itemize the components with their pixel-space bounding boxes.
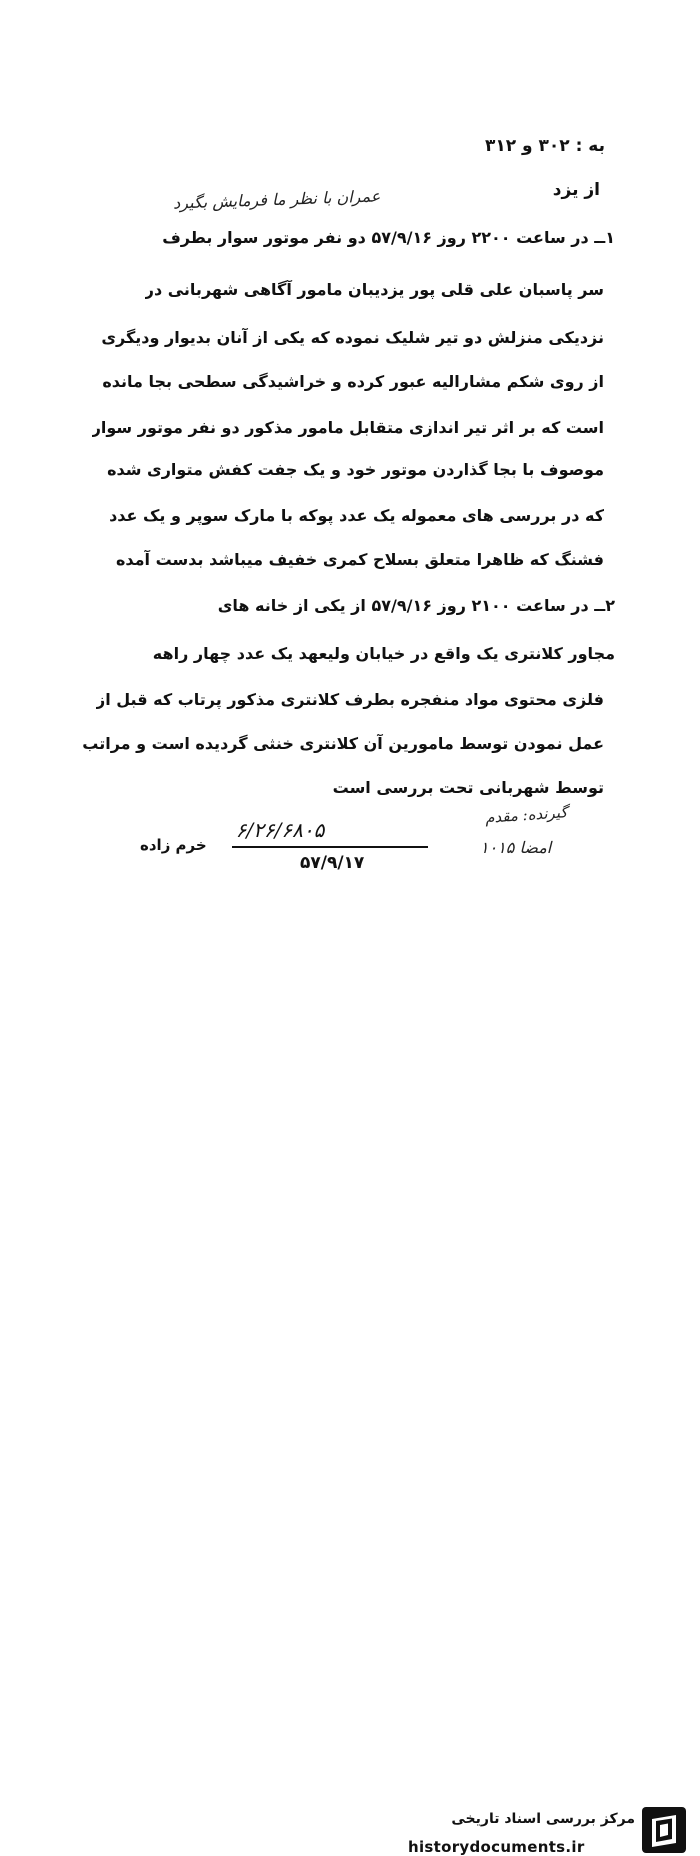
body-line: ۱ــ در ساعت ۲۲۰۰ روز ۵۷/۹/۱۶ دو نفر موتور سوار بطرف [162, 228, 615, 247]
receiver-note: گیرنده: مقدم [484, 803, 568, 827]
sender-name: خرم زاده [140, 836, 207, 854]
footer-title: مرکز بررسی اسناد تاریخی [451, 1811, 635, 1827]
body-line: ۲ــ در ساعت ۲۱۰۰ روز ۵۷/۹/۱۶ از یکی از خانه های [217, 596, 615, 615]
handwritten-recipient-note: عمران با نظر ما فرمایش بگیرد [172, 186, 381, 213]
body-line: مجاور کلانتری یک واقع در خیابان ولیعهد یک عدد چهار راهه [152, 644, 615, 663]
body-line: عمل نمودن توسط مامورین آن کلانتری خنثی گردیده است و مراتب [82, 734, 604, 753]
body-line: که در بررسی های معموله یک عدد پوکه با مارک سوپر و یک عدد [109, 506, 604, 525]
body-line: نزدیکی منزلش دو تیر شلیک نموده که یکی از آنان بدیوار ودیگری [101, 328, 604, 347]
registration-date: ۵۷/۹/۱۷ [300, 853, 365, 873]
body-line: سر پاسبان علی قلی پور یزدیبان مامور آگاهی شهربانی در [144, 280, 604, 299]
body-line: است که بر اثر تیر اندازی متقابل مامور مذکور دو نفر موتور سوار [91, 418, 604, 437]
registration-number: ۶/۲۶/۶۸۰۵ [235, 818, 325, 842]
document-body [0, 0, 700, 900]
footer-url[interactable]: historydocuments.ir [408, 1838, 585, 1856]
registration-underline [232, 846, 428, 848]
archive-logo-icon [640, 1805, 688, 1855]
body-line: توسط شهربانی تحت بررسی است [332, 778, 604, 797]
footer-watermark [0, 900, 700, 1856]
body-line: از روی شکم مشارالیه عبور کرده و خراشیدگی سطحی بجا مانده [102, 372, 604, 391]
reference-number: به : ۳۰۲ و ۳۱۲ [484, 136, 605, 156]
body-line: فشنگ که ظاهرا متعلق بسلاح کمری خفیف میباشد بدست آمده [115, 550, 604, 569]
body-line: موصوف با بجا گذاردن موتور خود و یک جفت کفش متواری شده [107, 460, 604, 479]
body-line: فلزی محتوی مواد منفجره بطرف کلانتری مذکور پرتاب که قبل از [96, 690, 604, 709]
receiver-code: امضا ۱۰۱۵ [480, 838, 552, 857]
origin-city: از یزد [552, 180, 600, 200]
